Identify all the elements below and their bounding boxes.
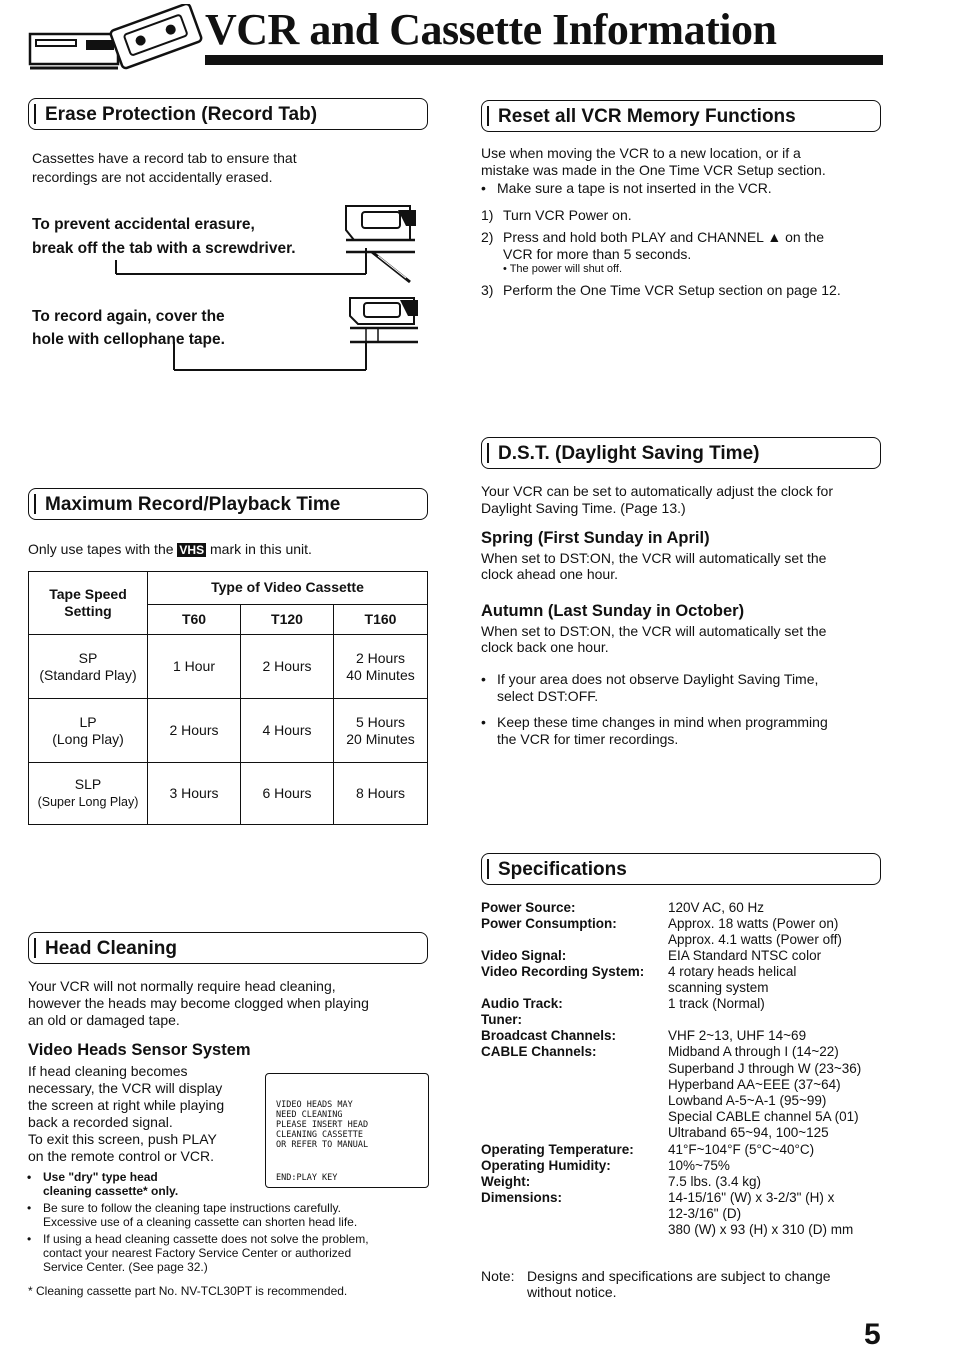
dst-intro-2: Daylight Saving Time. (Page 13.)	[481, 500, 686, 516]
spec-value: Hyperband AA~EEE (37~64)	[668, 1077, 841, 1092]
spec-value: 12-3/16" (D)	[668, 1206, 742, 1221]
speed-name: (Super Long Play)	[37, 795, 139, 809]
spec-value: Special CABLE channel 5A (01)	[668, 1109, 859, 1124]
head-cleaning-intro-1: Your VCR will not normally require head cleaning,	[28, 978, 336, 994]
screen-line-2: NEED CLEANING	[276, 1110, 343, 1120]
speed-name: (Long Play)	[52, 730, 124, 747]
heads-warning-screen	[265, 1073, 429, 1188]
table-cell: 4 Hours	[241, 699, 334, 763]
spec-label: Video Signal:	[481, 948, 567, 963]
vcr-cassette-logo-icon	[26, 4, 206, 72]
spec-value: scanning system	[668, 980, 769, 995]
cleaning-cassette-footnote: * Cleaning cassette part No. NV-TCL30PT is recommended.	[28, 1284, 348, 1298]
screen-line-4: CLEANING CASSETTE	[276, 1130, 363, 1140]
dst-intro-1: Your VCR can be set to automatically adjust the clock for	[481, 483, 833, 499]
bullet-text: Use "dry" type head	[43, 1170, 158, 1184]
record-time-table	[28, 571, 428, 825]
sensor-line-6: on the remote control or VCR.	[28, 1148, 214, 1164]
section-heading-dst: D.S.T. (Daylight Saving Time)	[481, 437, 881, 469]
table-cell: 2 Hours	[241, 635, 334, 699]
table-row	[29, 635, 428, 699]
table-cell: 5 Hours	[355, 713, 406, 730]
spec-label: Tuner:	[481, 1012, 522, 1027]
spec-value: 14-15/16" (W) x 3-2/3" (H) x	[668, 1190, 835, 1205]
break-tab-diagram-icon	[110, 200, 420, 290]
spec-label: CABLE Channels:	[481, 1044, 597, 1059]
page-number: 5	[864, 1318, 881, 1351]
erase-intro-line-1: Cassettes have a record tab to ensure that	[32, 150, 297, 166]
screen-line-1: VIDEO HEADS MAY	[276, 1100, 353, 1110]
bullet-text: If using a head cleaning cassette does not solve the problem,	[43, 1232, 369, 1246]
vhs-intro-post: mark in this unit.	[210, 541, 312, 557]
spring-line-1: When set to DST:ON, the VCR will automatically set the	[481, 550, 827, 566]
autumn-line-1: When set to DST:ON, the VCR will automatically set the	[481, 623, 827, 639]
note-label: Note:	[481, 1268, 515, 1284]
spec-value: 1 track (Normal)	[668, 996, 765, 1011]
screen-line-3: PLEASE INSERT HEAD	[276, 1120, 369, 1130]
page-title: VCR and Cassette Information	[205, 5, 777, 54]
spring-line-2: clock ahead one hour.	[481, 566, 618, 582]
title-underline	[205, 55, 883, 65]
reset-step-3-num: 3)	[481, 282, 494, 298]
spec-value: Superband J through W (23~36)	[668, 1061, 862, 1076]
bullet-text: Service Center. (See page 32.)	[43, 1260, 208, 1274]
spec-label: Dimensions:	[481, 1190, 563, 1205]
table-row	[29, 699, 428, 763]
table-cell: 2 Hours	[355, 649, 406, 666]
bullet-text: contact your nearest Factory Service Center or authorized	[43, 1246, 352, 1260]
section-heading-reset: Reset all VCR Memory Functions	[481, 100, 881, 132]
spec-label: Weight:	[481, 1174, 531, 1189]
speed-code: SP	[78, 649, 98, 666]
reset-intro-1: Use when moving the VCR to a new location, or if a	[481, 145, 801, 161]
table-cell: 8 Hours	[334, 763, 428, 825]
spec-label: Audio Track:	[481, 996, 563, 1011]
table-cell: 40 Minutes	[346, 666, 415, 683]
bullet-text: select DST:OFF.	[497, 688, 599, 704]
spec-label: Broadcast Channels:	[481, 1028, 617, 1043]
reset-bullet: • Make sure a tape is not inserted in the VCR.	[497, 180, 772, 197]
head-cleaning-intro-2: however the heads may become clogged when playing	[28, 995, 369, 1011]
section-heading-max-record-time: Maximum Record/Playback Time	[28, 488, 428, 520]
prevent-erasure-line-2: break off the tab with a screwdriver.	[32, 240, 296, 257]
spec-label: Operating Temperature:	[481, 1142, 634, 1157]
spec-value: 380 (W) x 93 (H) x 310 (D) mm	[668, 1222, 854, 1237]
vhs-intro	[28, 541, 312, 558]
note-line-1: Designs and specifications are subject to change	[527, 1268, 831, 1284]
note-line-2: without notice.	[527, 1284, 617, 1300]
spec-label: Power Source:	[481, 900, 576, 915]
bullet-text: cleaning cassette* only.	[43, 1184, 179, 1198]
spec-value: 7.5 lbs. (3.4 kg)	[668, 1174, 762, 1189]
spec-value: 120V AC, 60 Hz	[668, 900, 765, 915]
sensor-line-1: If head cleaning becomes	[28, 1063, 188, 1079]
spec-value: 4 rotary heads helical	[668, 964, 797, 979]
sensor-line-3: the screen at right while playing	[28, 1097, 225, 1113]
spec-value: 10%~75%	[668, 1158, 730, 1173]
screen-line-5: OR REFER TO MANUAL	[276, 1140, 369, 1150]
spec-value: Midband A through I (14~22)	[668, 1044, 839, 1059]
autumn-line-2: clock back one hour.	[481, 639, 609, 655]
bullet-text: Be sure to follow the cleaning tape instructions carefully.	[43, 1201, 341, 1215]
dst-bullet-2	[497, 714, 828, 748]
bullet-text: Excessive use of a cleaning cassette can shorten head life.	[43, 1215, 358, 1229]
col-cassette-type: Type of Video Cassette	[148, 572, 428, 605]
sensor-line-2: necessary, the VCR will display	[28, 1080, 223, 1096]
table-cell: 6 Hours	[241, 763, 334, 825]
spec-value: Approx. 18 watts (Power on)	[668, 916, 839, 931]
head-cleaning-intro-3: an old or damaged tape.	[28, 1012, 180, 1028]
reset-intro-2: mistake was made in the One Time VCR Setup section.	[481, 162, 826, 178]
prevent-erasure-line-1: To prevent accidental erasure,	[32, 216, 255, 233]
col-tape-speed: Tape Speed Setting	[29, 572, 148, 635]
reset-step-2-num: 2)	[481, 229, 494, 245]
spec-value: Lowband A-5~A-1 (95~99)	[668, 1093, 827, 1108]
table-cell: 2 Hours	[148, 699, 241, 763]
screen-line-6: END:PLAY KEY	[276, 1173, 338, 1183]
spec-value: 41°F~104°F (5°C~40°C)	[668, 1142, 815, 1157]
reset-step-2b: VCR for more than 5 seconds.	[503, 246, 692, 262]
reset-step-2a: Press and hold both PLAY and CHANNEL ▲ on the	[503, 229, 825, 245]
speed-code: LP	[79, 713, 97, 730]
vhs-intro-pre: Only use tapes with the	[28, 541, 174, 557]
record-again-line-2: hole with cellophane tape.	[32, 331, 225, 348]
spec-label: Operating Humidity:	[481, 1158, 611, 1173]
sensor-line-4: back a recorded signal.	[28, 1114, 173, 1130]
cellophane-tape-diagram-icon	[170, 292, 420, 374]
reset-step-1: Turn VCR Power on.	[503, 207, 632, 223]
speed-name: (Standard Play)	[39, 666, 137, 683]
follow-instructions-note	[43, 1201, 357, 1229]
section-heading-erase-protection: Erase Protection (Record Tab)	[28, 98, 428, 130]
bullet-text: the VCR for timer recordings.	[497, 731, 679, 747]
col-t120: T120	[241, 604, 334, 634]
autumn-heading: Autumn (Last Sunday in October)	[481, 602, 745, 620]
spec-value: Ultraband 65~94, 100~125	[668, 1125, 829, 1140]
table-row	[29, 763, 428, 825]
section-heading-specifications: Specifications	[481, 853, 881, 885]
service-center-note	[43, 1232, 369, 1274]
record-again-line-1: To record again, cover the	[32, 308, 225, 325]
reset-step-3: Perform the One Time VCR Setup section on page 12.	[503, 282, 841, 298]
sensor-system-heading: Video Heads Sensor System	[28, 1041, 251, 1059]
col-t60: T60	[148, 604, 241, 634]
table-cell: 20 Minutes	[346, 730, 415, 747]
sensor-line-5: To exit this screen, push PLAY	[28, 1131, 217, 1147]
spec-label: Power Consumption:	[481, 916, 617, 931]
speed-code: SLP	[74, 776, 102, 792]
bullet-text: Keep these time changes in mind when programming	[497, 714, 828, 730]
vhs-mark-icon: VHS	[179, 543, 205, 557]
reset-step-1-num: 1)	[481, 207, 494, 223]
col-t160: T160	[334, 604, 428, 634]
table-cell: 3 Hours	[148, 763, 241, 825]
dry-cassette-note	[43, 1170, 178, 1198]
spec-value: VHF 2~13, UHF 14~69	[668, 1028, 807, 1043]
spec-value: EIA Standard NTSC color	[668, 948, 822, 963]
dst-bullet-1	[497, 671, 818, 705]
table-cell: 1 Hour	[148, 635, 241, 699]
spec-label: Video Recording System:	[481, 964, 645, 979]
spec-value: Approx. 4.1 watts (Power off)	[668, 932, 842, 947]
bullet-text: If your area does not observe Daylight Saving Time,	[497, 671, 819, 687]
spring-heading: Spring (First Sunday in April)	[481, 529, 710, 547]
erase-intro-line-2: recordings are not accidentally erased.	[32, 169, 273, 185]
section-heading-head-cleaning: Head Cleaning	[28, 932, 428, 964]
reset-step-2-note: • The power will shut off.	[503, 263, 623, 275]
